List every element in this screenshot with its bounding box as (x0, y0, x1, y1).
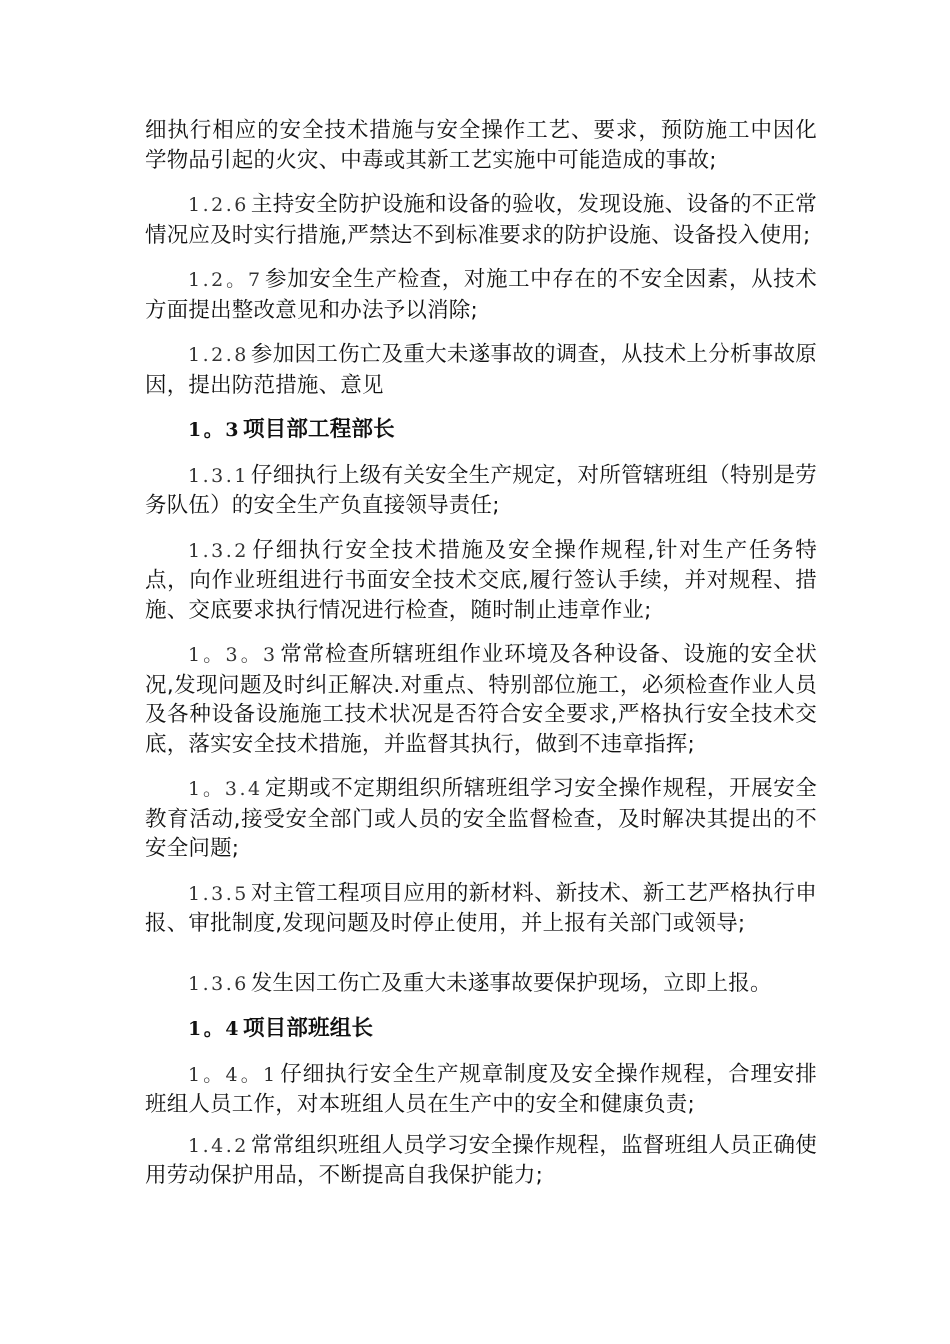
clause-number: 1.2。7 (188, 269, 263, 291)
clause-number: 1.3.6 (188, 972, 249, 995)
section-title: 项目部班组长 (242, 1016, 374, 1041)
clause-number: 1。3.4 (188, 778, 263, 800)
section-title: 项目部工程部长 (242, 417, 395, 442)
clause-text: 仔细执行安全生产规章制度及安全操作规程，合理安排班组人员工作，对本班组人员在生产中的安全和健康负责; (145, 1061, 817, 1117)
clause-number: 1。3。3 (188, 644, 278, 666)
clause-number: 1.4.2 (188, 1134, 249, 1157)
clause-1-2-6 (145, 190, 817, 250)
section-heading-1-4 (145, 1014, 817, 1045)
clause-1-4-2 (145, 1131, 817, 1191)
clause-1-2-7 (145, 265, 817, 325)
clause-text: 参加安全生产检查，对施工中存在的不安全因素，从技术方面提出整改意见和办法予以消除; (145, 267, 817, 323)
clause-text: 发生因工伤亡及重大未遂事故要保护现场，立即上报。 (250, 970, 772, 996)
clause-number: 1.3.2 (188, 539, 249, 562)
clause-1-3-1 (145, 461, 817, 521)
clause-1-3-2 (145, 536, 817, 626)
clause-text: 对主管工程项目应用的新材料、新技术、新工艺严格执行申报、审批制度,发现问题及时停止使用，并上报有关部门或领导; (145, 880, 817, 936)
clause-text: 主持安全防护设施和设备的验收，发现设施、设备的不正常情况应及时实行措施,严禁达不到标准要求的防护设施、设备投入使用; (145, 192, 817, 248)
clause-text: 参加因工伤亡及重大未遂事故的调查，从技术上分析事故原因，提出防范措施、意见 (145, 342, 817, 398)
paragraph-text: 细执行相应的安全技术措施与安全操作工艺、要求，预防施工中因化学物品引起的火灾、中毒或其新工艺实施中可能造成的事故; (145, 118, 817, 173)
clause-number: 1。4。1 (188, 1063, 278, 1086)
clause-text: 常常组织班组人员学习安全操作规程，监督班组人员正确使用劳动保护用品，不断提高自我保护能力; (145, 1132, 817, 1188)
clause-1-4-1 (145, 1060, 817, 1120)
clause-text: 仔细执行安全技术措施及安全操作规程,针对生产任务特点，向作业班组进行书面安全技术交底,履行签认手续，并对规程、措施、交底要求执行情况进行检查，随时制止违章作业; (145, 537, 817, 623)
clause-1-3-6 (145, 969, 817, 1000)
clause-number: 1.2.8 (188, 344, 249, 366)
document-page (145, 116, 817, 1206)
clause-text: 常常检查所辖班组作业环境及各种设备、设施的安全状况,发现问题及时纠正解决.对重点、特别部位施工，必须检查作业人员及各种设备设施施工技术状况是否符合安全要求,严格执行安全技术交底，落实安全技术措施，并监督其执行，做到不违章指挥; (145, 642, 817, 757)
clause-1-2-8 (145, 340, 817, 400)
section-heading-1-3 (145, 415, 817, 446)
clause-1-3-5 (145, 879, 817, 939)
section-number: 1。3 (188, 419, 241, 441)
clause-number: 1.2.6 (188, 194, 249, 216)
clause-1-3-3 (145, 640, 817, 759)
paragraph-continued (145, 116, 817, 175)
clause-number: 1.3.5 (188, 882, 249, 905)
section-number: 1。4 (188, 1018, 241, 1040)
clause-text: 仔细执行上级有关安全生产规定，对所管辖班组（特别是劳务队伍）的安全生产负直接领导责任; (145, 462, 817, 518)
clause-1-3-4 (145, 774, 817, 864)
clause-text: 定期或不定期组织所辖班组学习安全操作规程，开展安全教育活动,接受安全部门或人员的安全监督检查，及时解决其提出的不安全问题; (145, 776, 817, 861)
clause-number: 1.3.1 (188, 464, 249, 487)
